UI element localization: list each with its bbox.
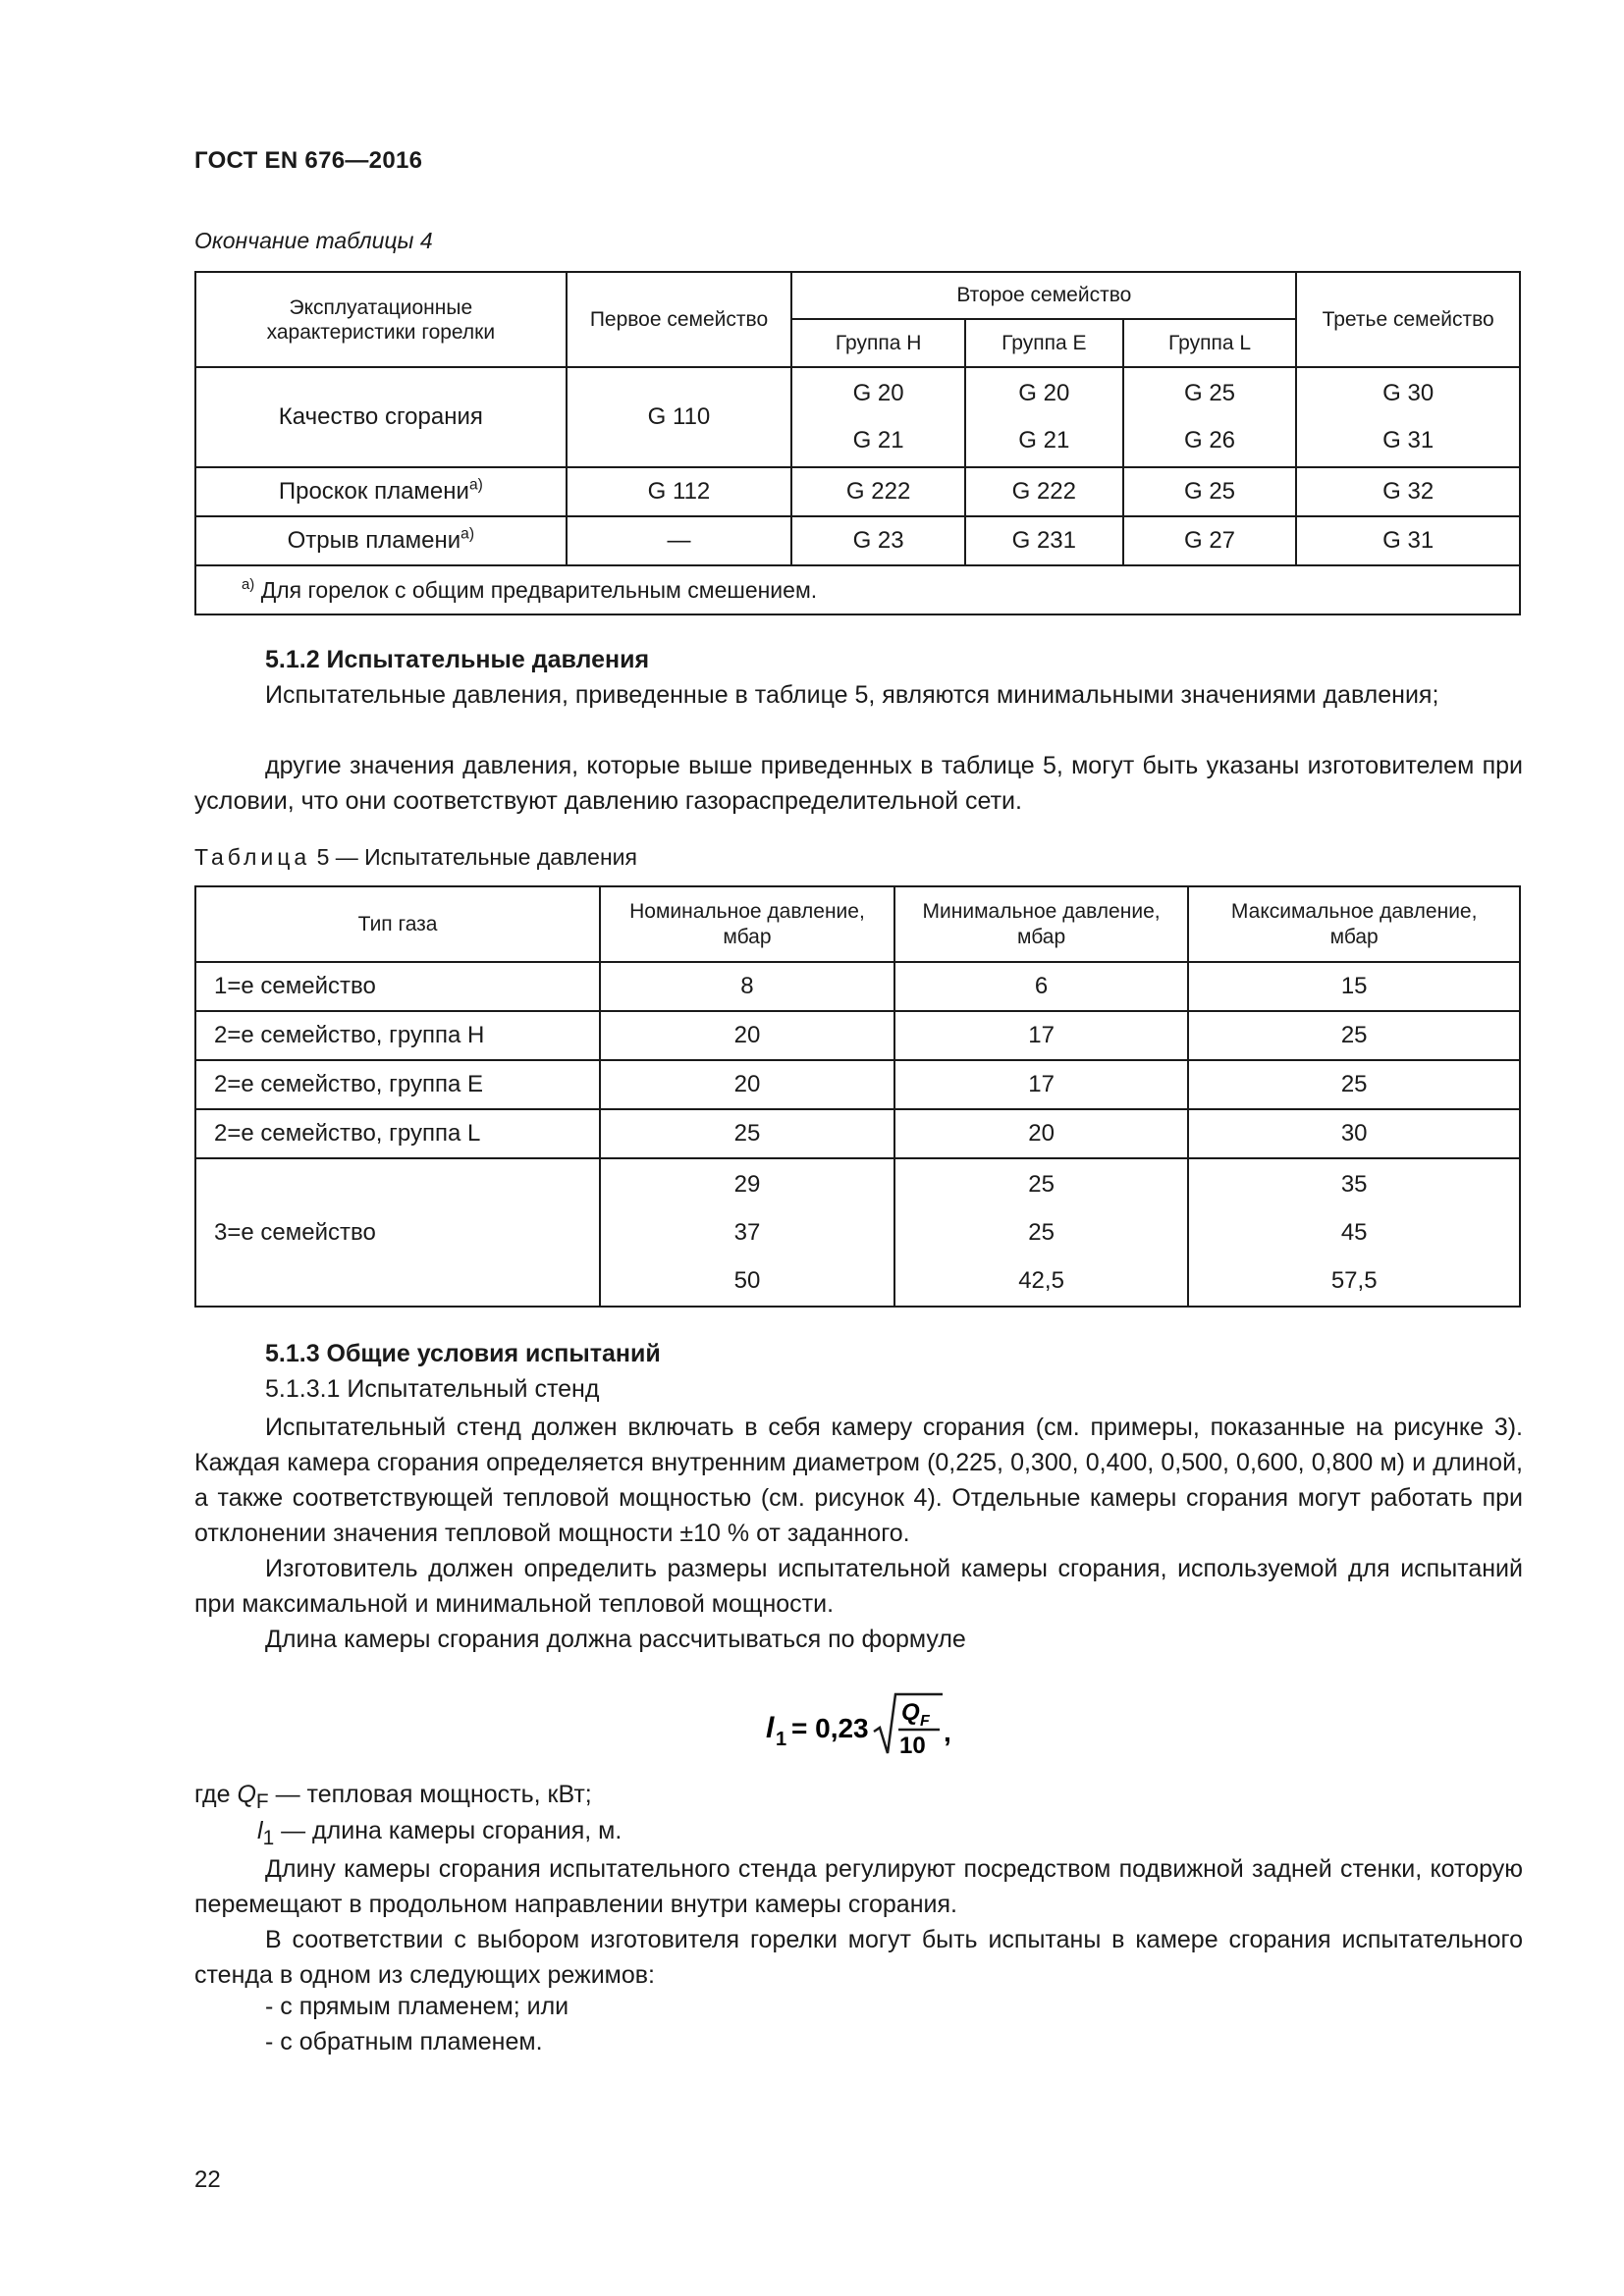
table5-caption: Таблица 5 — Испытательные давления xyxy=(194,844,637,870)
section-5-1-3-heading: 5.1.3 Общие условия испытаний xyxy=(265,1340,661,1367)
where-line-l: $l_1$ — длина камеры сгорания, м. xyxy=(257,1817,623,1849)
header-minimum-pressure: Минимальное давление, мбар xyxy=(894,886,1189,962)
svg-text:10: 10 xyxy=(899,1733,926,1759)
table-row xyxy=(195,1158,1520,1307)
paragraph: Длину камеры сгорания испытательного стенда регулируют посредством подвижной задней стенки, которую перемещают в продольном направлении внутри камеры сгорания. xyxy=(194,1855,1523,1918)
cell-nominal: 20 xyxy=(600,1011,894,1060)
cell-maximum: 25 xyxy=(1188,1060,1520,1109)
table-row xyxy=(195,962,1520,1011)
paragraph: Испытательные давления, приведенные в таблице 5, являются минимальными значениями давления; xyxy=(265,681,1439,709)
row-name: Проскок пламени$^{a)}$ xyxy=(195,467,567,516)
cell-minimum: 17 xyxy=(894,1011,1189,1060)
list-item: - с обратным пламенем. xyxy=(265,2028,543,2056)
cell-first: — xyxy=(567,516,792,565)
paragraph: Испытательный стенд должен включать в себя камеру сгорания (см. примеры, показанные на рисунке 3). Каждая камера сгорания определяется внутренним диаметром (0,225, 0,300, 0,400, 0,500, 0,600, 0,800 м) и длиной, а также соответствующей тепловой мощностью (см. рисунок 4). Отдельные камеры сгорания могут работать при отклонении значения тепловой мощности ±10 % от заданного. xyxy=(194,1414,1523,1547)
svg-text:Q: Q xyxy=(901,1699,920,1726)
header-first-family: Первое семейство xyxy=(567,272,792,367)
table4-footnote: $^{a)}$ Для горелок с общим предварительным смешением. xyxy=(195,565,1520,614)
svg-text:F: F xyxy=(920,1713,930,1730)
cell-maximum: 15 xyxy=(1188,962,1520,1011)
header-second-family: Второе семейство xyxy=(791,272,1296,319)
table-row xyxy=(195,1109,1520,1158)
cell-gas-type: 3=е семейство xyxy=(195,1158,600,1307)
paragraph: другие значения давления, которые выше приведенных в таблице 5, могут быть указаны изготовителем при условии, что они соответствуют давлению газораспределительной сети. xyxy=(194,752,1523,815)
header-third-family: Третье семейство xyxy=(1296,272,1520,367)
page-number: 22 xyxy=(194,2166,221,2193)
header-group-l: Группа L xyxy=(1123,319,1297,367)
cell-group-l: G 27 xyxy=(1123,516,1297,565)
cell-nominal: 29 37 50 xyxy=(600,1158,894,1307)
cell-maximum: 30 xyxy=(1188,1109,1520,1158)
cell-first: G 112 xyxy=(567,467,792,516)
table-row xyxy=(195,516,1520,565)
cell-group-h: G 20 G 21 xyxy=(791,367,965,467)
svg-text:= 0,23: = 0,23 xyxy=(791,1713,869,1743)
svg-text:,: , xyxy=(944,1717,951,1747)
svg-text:1: 1 xyxy=(776,1729,787,1750)
cell-group-h: G 222 xyxy=(791,467,965,516)
subsection-5-1-3-1-heading: 5.1.3.1 Испытательный стенд xyxy=(265,1375,600,1403)
header-characteristics: Эксплуатационные характеристики горелки xyxy=(195,272,567,367)
cell-group-h: G 23 xyxy=(791,516,965,565)
table-5 xyxy=(194,885,1521,1308)
cell-first: G 110 xyxy=(567,367,792,467)
cell-group-e: G 20 G 21 xyxy=(965,367,1123,467)
cell-minimum: 17 xyxy=(894,1060,1189,1109)
cell-third: G 30 G 31 xyxy=(1296,367,1520,467)
svg-text:l: l xyxy=(766,1712,775,1744)
cell-nominal: 25 xyxy=(600,1109,894,1158)
table-row xyxy=(195,1011,1520,1060)
table-row xyxy=(195,467,1520,516)
cell-group-e: G 222 xyxy=(965,467,1123,516)
cell-maximum: 35 45 57,5 xyxy=(1188,1158,1520,1307)
list-item: - с прямым пламенем; или xyxy=(265,1993,569,2020)
cell-nominal: 20 xyxy=(600,1060,894,1109)
header-gas-type: Тип газа xyxy=(195,886,600,962)
cell-gas-type: 1=е семейство xyxy=(195,962,600,1011)
table4-caption: Окончание таблицы 4 xyxy=(194,228,433,253)
paragraph: В соответствии с выбором изготовителя горелки могут быть испытаны в камере сгорания испытательного стенда в одном из следующих режимов: xyxy=(194,1926,1523,1989)
table-row xyxy=(195,1060,1520,1109)
row-name: Качество сгорания xyxy=(195,367,567,467)
cell-minimum: 6 xyxy=(894,962,1189,1011)
where-line-q: где $Q_F$ — тепловая мощность, кВт; xyxy=(194,1781,592,1813)
header-group-h: Группа H xyxy=(791,319,965,367)
cell-maximum: 25 xyxy=(1188,1011,1520,1060)
cell-minimum: 20 xyxy=(894,1109,1189,1158)
cell-group-e: G 231 xyxy=(965,516,1123,565)
chamber-length-formula xyxy=(766,1686,962,1765)
section-5-1-2-heading: 5.1.2 Испытательные давления xyxy=(265,646,650,673)
table-row xyxy=(195,367,1520,467)
cell-third: G 31 xyxy=(1296,516,1520,565)
cell-nominal: 8 xyxy=(600,962,894,1011)
document-header: ГОСТ EN 676—2016 xyxy=(194,147,423,174)
cell-gas-type: 2=е семейство, группа H xyxy=(195,1011,600,1060)
header-nominal-pressure: Номинальное давление, мбар xyxy=(600,886,894,962)
paragraph: Изготовитель должен определить размеры испытательной камеры сгорания, используемой для испытаний при максимальной и минимальной тепловой мощности. xyxy=(194,1555,1523,1618)
paragraph: Длина камеры сгорания должна рассчитываться по формуле xyxy=(265,1626,966,1653)
cell-minimum: 25 25 42,5 xyxy=(894,1158,1189,1307)
row-name: Отрыв пламени$^{a)}$ xyxy=(195,516,567,565)
cell-third: G 32 xyxy=(1296,467,1520,516)
cell-group-l: G 25 xyxy=(1123,467,1297,516)
cell-group-l: G 25 G 26 xyxy=(1123,367,1297,467)
header-group-e: Группа E xyxy=(965,319,1123,367)
table-4 xyxy=(194,271,1521,615)
cell-gas-type: 2=е семейство, группа L xyxy=(195,1109,600,1158)
header-maximum-pressure: Максимальное давление, мбар xyxy=(1188,886,1520,962)
cell-gas-type: 2=е семейство, группа E xyxy=(195,1060,600,1109)
